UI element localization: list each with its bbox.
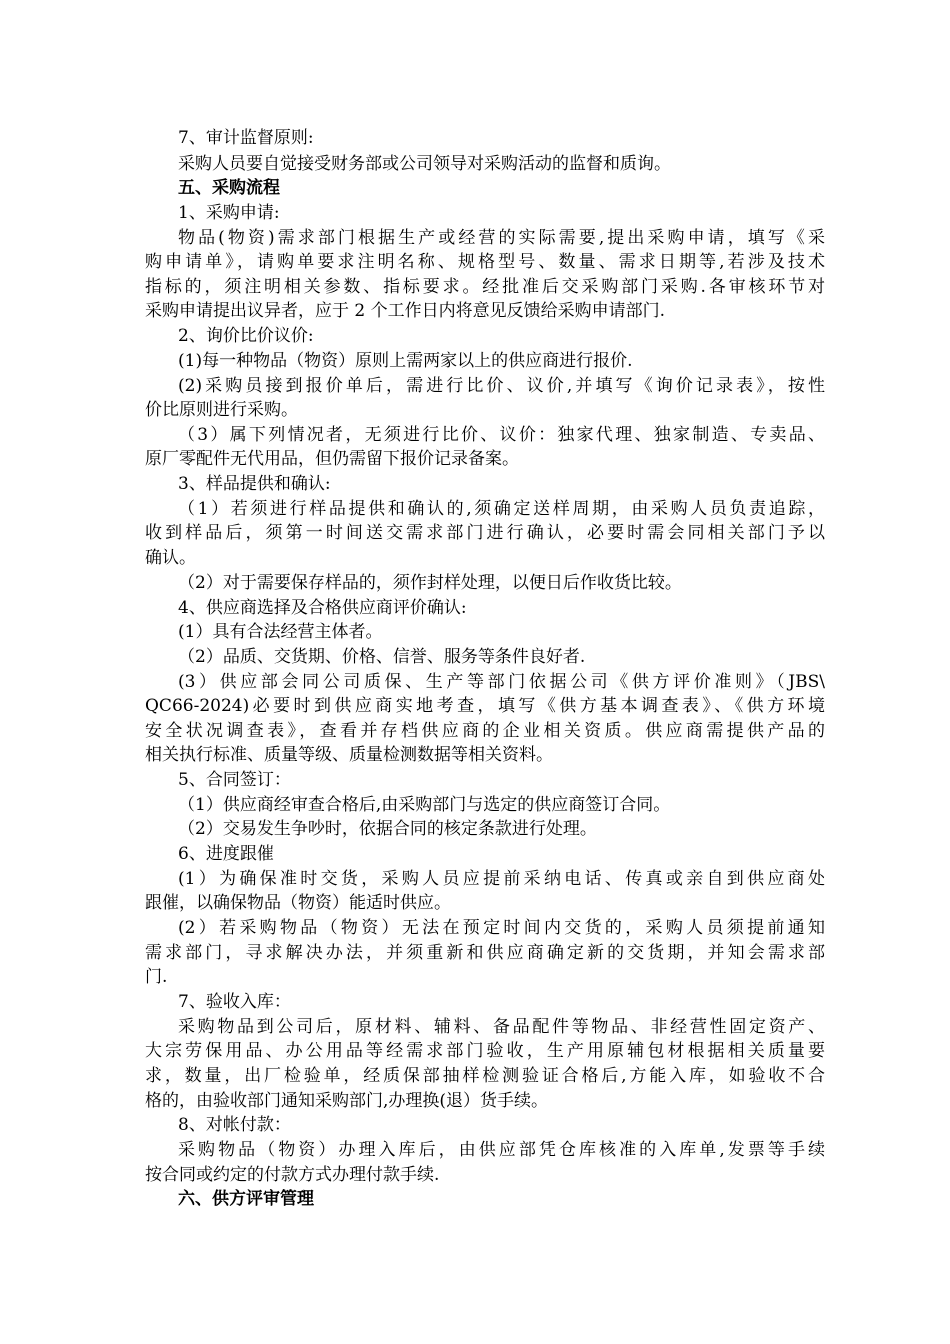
chapter-heading-6: 六、供方评审管理 xyxy=(178,1189,314,1209)
paragraph-line: （1）供应商经审查合格后,由采购部门与选定的供应商签订合同。 xyxy=(178,795,671,815)
paragraph-line: (1)每一种物品（物资）原则上需两家以上的供应商进行报价. xyxy=(178,351,633,371)
paragraph-line: 物品(物资)需求部门根据生产或经营的实际需要,提出采购申请，填写《采 xyxy=(178,228,825,248)
paragraph-line: (1）具有合法经营主体者。 xyxy=(178,622,383,642)
paragraph-line: 采购人员要自觉接受财务部或公司领导对采购活动的监督和质询。 xyxy=(178,154,671,174)
paragraph-line: 价比原则进行采购。 xyxy=(145,400,298,420)
paragraph-line: 大宗劳保用品、办公用品等经需求部门验收，生产用原辅包材根据相关质量要 xyxy=(145,1041,825,1061)
paragraph-line: 门. xyxy=(145,967,168,987)
paragraph-line: （2）品质、交货期、价格、信誉、服务等条件良好者. xyxy=(178,647,586,667)
subsection-heading: 3、样品提供和确认: xyxy=(178,474,331,494)
subsection-heading: 5、合同签订： xyxy=(178,770,291,790)
paragraph-line: 收到样品后，须第一时间送交需求部门进行确认，必要时需会同相关部门予以 xyxy=(145,523,825,543)
paragraph-line: 格的，由验收部门通知采购部门,办理换(退）货手续。 xyxy=(145,1091,549,1111)
subsection-heading: 4、供应商选择及合格供应商评价确认: xyxy=(178,598,467,618)
subsection-heading: 7、验收入库： xyxy=(178,992,291,1012)
paragraph-line: (2）若采购物品（物资）无法在预定时间内交货的，采购人员须提前通知 xyxy=(178,918,825,938)
paragraph-line: QC66-2024)必要时到供应商实地考查，填写《供方基本调查表》、《供方环境 xyxy=(145,696,825,716)
subsection-heading: 2、询价比价议价: xyxy=(178,326,314,346)
paragraph-line: 采购申请提出议异者，应于 2 个工作日内将意见反馈给采购申请部门. xyxy=(145,301,666,321)
paragraph-line: 相关执行标准、质量等级、质量检测数据等相关资料。 xyxy=(145,745,553,765)
paragraph-line: 购申请单》，请购单要求注明名称、规格型号、数量、需求日期等,若涉及技术 xyxy=(145,252,825,272)
paragraph-line: 安全状况调查表》，查看并存档供应商的企业相关资质。供应商需提供产品的 xyxy=(145,721,825,741)
paragraph-line: （2）交易发生争吵时，依据合同的核定条款进行处理。 xyxy=(178,819,597,839)
paragraph-line: 确认。 xyxy=(145,548,196,568)
paragraph-line: （2）对于需要保存样品的，须作封样处理，以便日后作收货比较。 xyxy=(178,573,682,593)
paragraph-line: (1）为确保准时交货，采购人员应提前采纳电话、传真或亲自到供应商处 xyxy=(178,869,825,889)
paragraph-line: 按合同或约定的付款方式办理付款手续. xyxy=(145,1165,440,1185)
subsection-heading: 8、对帐付款： xyxy=(178,1115,291,1135)
paragraph-line: (3）供应部会同公司质保、生产等部门依据公司《供方评价准则》（JBS\ xyxy=(178,672,825,692)
paragraph-line: 求，数量，出厂检验单，经质保部抽样检测验证合格后,方能入库，如验收不合 xyxy=(145,1066,825,1086)
paragraph-line: （3）属下列情况者，无须进行比价、议价：独家代理、独家制造、专卖品、 xyxy=(178,425,825,445)
paragraph-line: (2)采购员接到报价单后，需进行比价、议价,并填写《询价记录表》，按性 xyxy=(178,376,825,396)
paragraph-line: （1）若须进行样品提供和确认的,须确定送样周期，由采购人员负责追踪， xyxy=(178,499,825,519)
paragraph-line: 采购物品到公司后，原材料、辅料、备品配件等物品、非经营性固定资产、 xyxy=(178,1017,825,1037)
chapter-heading-5: 五、采购流程 xyxy=(178,178,280,198)
paragraph-line: 采购物品（物资）办理入库后，由供应部凭仓库核准的入库单,发票等手续 xyxy=(178,1140,825,1160)
section-7-heading: 7、审计监督原则: xyxy=(178,128,314,148)
paragraph-line: 跟催，以确保物品（物资）能适时供应。 xyxy=(145,893,451,913)
paragraph-line: 需求部门，寻求解决办法，并须重新和供应商确定新的交货期，并知会需求部 xyxy=(145,943,825,963)
paragraph-line: 指标的，须注明相关参数、指标要求。经批准后交采购部门采购.各审核环节对 xyxy=(145,277,825,297)
subsection-heading: 6、进度跟催 xyxy=(178,844,274,864)
subsection-heading: 1、采购申请: xyxy=(178,203,280,223)
paragraph-line: 原厂零配件无代用品，但仍需留下报价记录备案。 xyxy=(145,449,519,469)
